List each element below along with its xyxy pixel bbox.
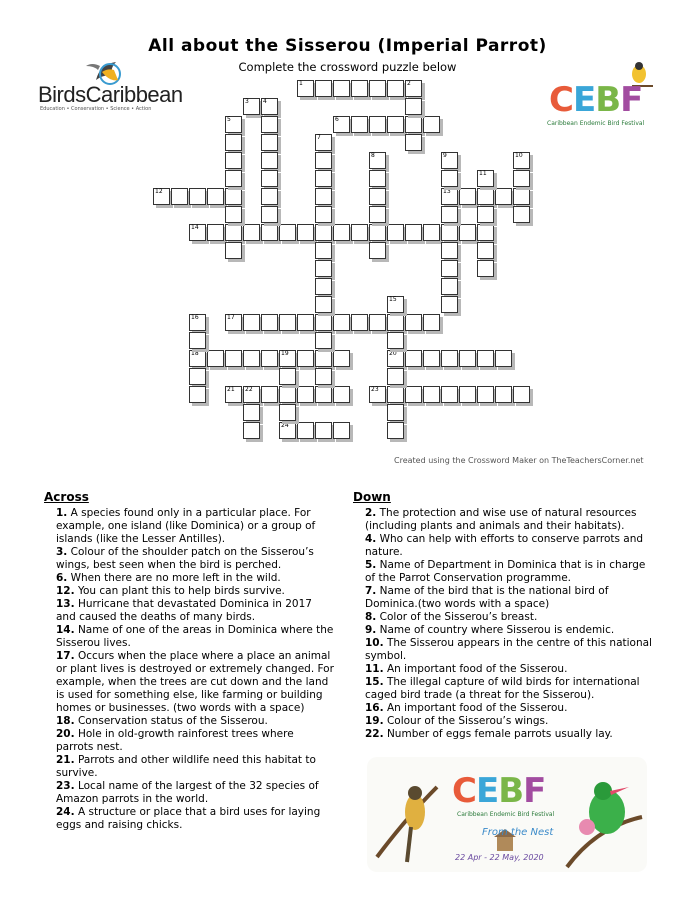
crossword-cell[interactable] <box>387 368 404 385</box>
cebf-letter-b: B <box>595 80 621 120</box>
promo-letter-f: F <box>523 771 546 811</box>
clue-number: 22. <box>365 728 384 740</box>
crossword-cell[interactable] <box>243 404 260 421</box>
crossword-cell[interactable] <box>315 224 332 241</box>
across-clue <box>56 715 334 728</box>
down-clue <box>365 611 653 624</box>
crossword-cell[interactable] <box>387 80 404 97</box>
crossword-cell[interactable] <box>315 260 332 277</box>
clue-number: 17. <box>56 650 75 662</box>
clue-number: 15. <box>365 676 384 688</box>
clue-number: 1. <box>56 507 68 519</box>
crossword-cell[interactable] <box>495 350 512 367</box>
crossword-cell[interactable] <box>369 206 386 223</box>
crossword-cell[interactable] <box>351 80 368 97</box>
crossword-cell[interactable] <box>477 170 494 187</box>
clue-text: Hurricane that devastated Dominica in 2017 and caused the deaths of many birds. <box>56 598 312 623</box>
crossword-cell[interactable] <box>279 350 296 367</box>
clue-number: 5. <box>365 559 377 571</box>
crossword-cell[interactable] <box>369 224 386 241</box>
clue-number: 24. <box>56 806 75 818</box>
crossword-cell[interactable] <box>315 134 332 151</box>
crossword-cell[interactable] <box>315 188 332 205</box>
down-clue <box>365 533 653 559</box>
down-clue <box>365 663 653 676</box>
clue-text: Name of the bird that is the national bird of Dominica.(two words with a space) <box>365 585 609 610</box>
crossword-cell[interactable] <box>405 134 422 151</box>
crossword-cell[interactable] <box>225 134 242 151</box>
cell-number: 17 <box>227 314 235 321</box>
clue-number: 6. <box>56 572 68 584</box>
crossword-cell[interactable] <box>423 350 440 367</box>
crossword-cell[interactable] <box>333 116 350 133</box>
cell-number: 20 <box>389 350 397 357</box>
promo-letter-c: C <box>452 771 476 811</box>
cell-number: 11 <box>479 170 487 177</box>
crossword-cell[interactable] <box>261 314 278 331</box>
cell-number: 24 <box>281 422 289 429</box>
down-clue <box>365 676 653 702</box>
crossword-cell[interactable] <box>243 314 260 331</box>
crossword-cell[interactable] <box>333 314 350 331</box>
crossword-cell[interactable] <box>441 296 458 313</box>
across-heading: Across <box>44 490 89 504</box>
crossword-cell[interactable] <box>513 386 530 403</box>
crossword-cell[interactable] <box>441 242 458 259</box>
clue-text: A structure or place that a bird uses for laying eggs and raising chicks. <box>56 806 321 831</box>
crossword-cell[interactable] <box>261 224 278 241</box>
clue-number: 19. <box>365 715 384 727</box>
cebf-subtitle: Caribbean Endemic Bird Festival <box>547 120 645 127</box>
crossword-cell[interactable] <box>477 260 494 277</box>
crossword-cell[interactable] <box>243 386 260 403</box>
cell-number: 10 <box>515 152 523 159</box>
crossword-cell[interactable] <box>513 170 530 187</box>
crossword-cell[interactable] <box>477 188 494 205</box>
down-clue <box>365 585 653 611</box>
promo-letter-b: B <box>498 771 524 811</box>
cell-number: 9 <box>443 152 447 159</box>
clue-text: Colour of the shoulder patch on the Sisserou’s wings, best seen when the bird is perched. <box>56 546 314 571</box>
down-clue <box>365 559 653 585</box>
clue-text: You can plant this to help birds survive. <box>77 585 285 597</box>
page-title: All about the Sisserou (Imperial Parrot) <box>148 36 547 56</box>
crossword-cell[interactable] <box>225 314 242 331</box>
crossword-cell[interactable] <box>369 314 386 331</box>
crossword-cell[interactable] <box>297 80 314 97</box>
crossword-cell[interactable] <box>279 422 296 439</box>
crossword-cell[interactable] <box>459 224 476 241</box>
crossword-cell[interactable] <box>441 386 458 403</box>
down-list <box>353 507 653 741</box>
crossword-cell[interactable] <box>315 242 332 259</box>
crossword-cell[interactable] <box>315 386 332 403</box>
clue-text: Parrots and other wildlife need this habitat to survive. <box>56 754 316 779</box>
cell-number: 14 <box>191 224 199 231</box>
crossword-cell[interactable] <box>243 350 260 367</box>
crossword-cell[interactable] <box>387 296 404 313</box>
crossword-cell[interactable] <box>189 188 206 205</box>
cell-number: 15 <box>389 296 397 303</box>
crossword-cell[interactable] <box>387 422 404 439</box>
clue-number: 13. <box>56 598 75 610</box>
clue-text: The protection and wise use of natural resources (including plants and animals and their habitats). <box>365 507 637 532</box>
cell-number: 7 <box>317 134 321 141</box>
promo-letter-e: E <box>475 771 499 811</box>
crossword-cell[interactable] <box>369 386 386 403</box>
down-clue <box>365 715 653 728</box>
crossword-cell[interactable] <box>315 80 332 97</box>
crossword-cell[interactable] <box>153 188 170 205</box>
down-clue <box>365 702 653 715</box>
credit-line: Created using the Crossword Maker on TheTeachersCorner.net <box>394 456 644 465</box>
cebf-letter-c: C <box>549 80 573 120</box>
clue-text: Conservation status of the Sisserou. <box>77 715 268 727</box>
clue-text: Hole in old-growth rainforest trees where parrots nest. <box>56 728 294 753</box>
across-clue <box>56 624 334 650</box>
crossword-cell[interactable] <box>387 314 404 331</box>
cell-number: 3 <box>245 98 249 105</box>
crossword-cell[interactable] <box>189 224 206 241</box>
crossword-cell[interactable] <box>261 350 278 367</box>
crossword-cell[interactable] <box>405 116 422 133</box>
crossword-cell[interactable] <box>207 188 224 205</box>
crossword-cell[interactable] <box>225 242 242 259</box>
birds-caribbean-tagline: Education • Conservation • Science • Action <box>40 106 152 112</box>
crossword-cell[interactable] <box>315 296 332 313</box>
crossword-cell[interactable] <box>513 152 530 169</box>
across-clue <box>56 598 334 624</box>
crossword-cell[interactable] <box>315 422 332 439</box>
crossword-cell[interactable] <box>297 386 314 403</box>
crossword-cell[interactable] <box>405 386 422 403</box>
down-clue <box>365 637 653 663</box>
crossword-cell[interactable] <box>387 386 404 403</box>
crossword-cell[interactable] <box>225 152 242 169</box>
crossword-cell[interactable] <box>513 206 530 223</box>
crossword-cell[interactable] <box>387 116 404 133</box>
across-clue <box>56 754 334 780</box>
crossword-cell[interactable] <box>495 188 512 205</box>
crossword-cell[interactable] <box>189 386 206 403</box>
crossword-cell[interactable] <box>333 80 350 97</box>
crossword-cell[interactable] <box>225 206 242 223</box>
crossword-cell[interactable] <box>243 224 260 241</box>
crossword-cell[interactable] <box>423 386 440 403</box>
clue-number: 4. <box>365 533 377 545</box>
crossword-cell[interactable] <box>387 350 404 367</box>
crossword-cell[interactable] <box>279 368 296 385</box>
down-clue <box>365 728 653 741</box>
clue-number: 18. <box>56 715 75 727</box>
cell-number: 16 <box>191 314 199 321</box>
promo-letters <box>452 771 545 811</box>
crossword-cell[interactable] <box>243 422 260 439</box>
crossword-cell[interactable] <box>405 314 422 331</box>
across-clue <box>56 507 334 546</box>
cebf-letter-e: E <box>572 80 596 120</box>
crossword-cell[interactable] <box>441 350 458 367</box>
clue-text: When there are no more left in the wild. <box>70 572 281 584</box>
across-clue <box>56 780 334 806</box>
crossword-cell[interactable] <box>207 224 224 241</box>
crossword-cell[interactable] <box>351 224 368 241</box>
crossword-cell[interactable] <box>297 422 314 439</box>
clue-number: 8. <box>365 611 377 623</box>
crossword-cell[interactable] <box>477 386 494 403</box>
crossword-cell[interactable] <box>189 350 206 367</box>
clue-number: 7. <box>365 585 377 597</box>
crossword-cell[interactable] <box>315 332 332 349</box>
crossword-cell[interactable] <box>369 188 386 205</box>
crossword-cell[interactable] <box>387 404 404 421</box>
clue-text: Local name of the largest of the 32 species of Amazon parrots in the world. <box>56 780 319 805</box>
crossword-cell[interactable] <box>405 224 422 241</box>
crossword-cell[interactable] <box>441 170 458 187</box>
down-clue <box>365 624 653 637</box>
cell-number: 18 <box>191 350 199 357</box>
across-clues <box>44 490 334 832</box>
crossword-cell[interactable] <box>279 314 296 331</box>
birds-caribbean-name: BirdsCaribbean <box>38 82 183 107</box>
crossword-cell[interactable] <box>261 206 278 223</box>
crossword-cell[interactable] <box>513 188 530 205</box>
clue-number: 3. <box>56 546 68 558</box>
cell-number: 8 <box>371 152 375 159</box>
crossword-cell[interactable] <box>441 224 458 241</box>
crossword-cell[interactable] <box>441 206 458 223</box>
clue-number: 20. <box>56 728 75 740</box>
cell-number: 23 <box>371 386 379 393</box>
crossword-cell[interactable] <box>441 278 458 295</box>
clue-number: 10. <box>365 637 384 649</box>
crossword-cell[interactable] <box>171 188 188 205</box>
across-clue <box>56 728 334 754</box>
promo-dates: 22 Apr - 22 May, 2020 <box>455 853 544 862</box>
cell-number: 21 <box>227 386 235 393</box>
clue-text: Who can help with efforts to conserve parrots and nature. <box>365 533 644 558</box>
down-clue <box>365 507 653 533</box>
cebf-promo-image <box>367 757 647 872</box>
crossword-cell[interactable] <box>261 188 278 205</box>
crossword-cell[interactable] <box>297 350 314 367</box>
clue-text: Name of Department in Dominica that is in charge of the Parrot Conservation programme. <box>365 559 646 584</box>
crossword-cell[interactable] <box>297 224 314 241</box>
clue-number: 14. <box>56 624 75 636</box>
clue-text: The Sisserou appears in the centre of this national symbol. <box>365 637 652 662</box>
cell-number: 2 <box>407 80 411 87</box>
cell-number: 1 <box>299 80 303 87</box>
clue-text: A species found only in a particular place. For example, one island (like Dominica) or a group of islands (like the Lesser Antilles). <box>56 507 316 545</box>
crossword-cell[interactable] <box>297 314 314 331</box>
crossword-cell[interactable] <box>315 170 332 187</box>
crossword-cell[interactable] <box>279 404 296 421</box>
page-subtitle: Complete the crossword puzzle below <box>238 60 457 74</box>
clue-text: Number of eggs female parrots usually lay. <box>386 728 613 740</box>
crossword-cell[interactable] <box>459 386 476 403</box>
cell-number: 6 <box>335 116 339 123</box>
cell-number: 13 <box>443 188 451 195</box>
crossword-cell[interactable] <box>225 188 242 205</box>
crossword-cell[interactable] <box>315 314 332 331</box>
cell-number: 19 <box>281 350 289 357</box>
crossword-cell[interactable] <box>477 224 494 241</box>
clue-text: Colour of the Sisserou’s wings. <box>386 715 549 727</box>
clue-text: An important food of the Sisserou. <box>386 702 568 714</box>
crossword-cell[interactable] <box>225 386 242 403</box>
clue-number: 9. <box>365 624 377 636</box>
crossword-cell[interactable] <box>243 98 260 115</box>
crossword-cell[interactable] <box>261 116 278 133</box>
cell-number: 4 <box>263 98 267 105</box>
clue-number: 12. <box>56 585 75 597</box>
cell-number: 12 <box>155 188 163 195</box>
clue-number: 23. <box>56 780 75 792</box>
clue-text: Name of country where Sisserou is endemic. <box>379 624 615 636</box>
crossword-cell[interactable] <box>405 80 422 97</box>
across-clue <box>56 572 334 585</box>
crossword-cell[interactable] <box>189 332 206 349</box>
crossword-cell[interactable] <box>369 242 386 259</box>
crossword-cell[interactable] <box>315 206 332 223</box>
crossword-cell[interactable] <box>225 350 242 367</box>
crossword-cell[interactable] <box>261 386 278 403</box>
clue-text: Color of the Sisserou’s breast. <box>379 611 538 623</box>
crossword-cell[interactable] <box>315 368 332 385</box>
crossword-cell[interactable] <box>441 188 458 205</box>
down-clues <box>353 490 653 741</box>
clue-text: An important food of the Sisserou. <box>386 663 568 675</box>
down-heading: Down <box>353 490 391 504</box>
crossword-cell[interactable] <box>495 386 512 403</box>
clue-number: 11. <box>365 663 384 675</box>
clue-text: Occurs when the place where a place an animal or plant lives is destroyed or extremely changed. For example, when the trees are cut down and the land is used for something else, like farming or building homes or businesses. (two words with a space) <box>56 650 334 714</box>
crossword-cell[interactable] <box>369 80 386 97</box>
clue-number: 2. <box>365 507 377 519</box>
crossword-cell[interactable] <box>477 206 494 223</box>
crossword-cell[interactable] <box>423 116 440 133</box>
crossword-cell[interactable] <box>333 224 350 241</box>
crossword-cell[interactable] <box>315 152 332 169</box>
crossword-cell[interactable] <box>459 188 476 205</box>
crossword-cell[interactable] <box>405 98 422 115</box>
crossword-cell[interactable] <box>261 152 278 169</box>
across-clue <box>56 546 334 572</box>
crossword-cell[interactable] <box>405 350 422 367</box>
crossword-cell[interactable] <box>387 224 404 241</box>
promo-theme: From the Nest <box>482 827 554 838</box>
crossword-cell[interactable] <box>261 134 278 151</box>
clue-number: 16. <box>365 702 384 714</box>
crossword-cell[interactable] <box>423 224 440 241</box>
crossword-cell[interactable] <box>279 386 296 403</box>
crossword-cell[interactable] <box>441 152 458 169</box>
crossword-cell[interactable] <box>351 314 368 331</box>
crossword-cell[interactable] <box>369 152 386 169</box>
crossword-cell[interactable] <box>423 314 440 331</box>
crossword-cell[interactable] <box>387 332 404 349</box>
crossword-cell[interactable] <box>369 170 386 187</box>
crossword-cell[interactable] <box>441 260 458 277</box>
crossword-cell[interactable] <box>459 350 476 367</box>
crossword-cell[interactable] <box>261 98 278 115</box>
crossword-cell[interactable] <box>315 350 332 367</box>
crossword-cell[interactable] <box>333 422 350 439</box>
crossword-cell[interactable] <box>225 116 242 133</box>
crossword-cell[interactable] <box>369 116 386 133</box>
across-list <box>44 507 334 832</box>
across-clue <box>56 650 334 715</box>
crossword-cell[interactable] <box>351 116 368 133</box>
crossword-cell[interactable] <box>225 170 242 187</box>
crossword-cell[interactable] <box>333 350 350 367</box>
cell-number: 5 <box>227 116 231 123</box>
clue-text: The illegal capture of wild birds for international caged bird trade (a threat for the Sisserou). <box>365 676 640 701</box>
crossword-cell[interactable] <box>261 170 278 187</box>
cebf-letter-f: F <box>620 80 643 120</box>
crossword-cell[interactable] <box>279 224 296 241</box>
promo-subtitle: Caribbean Endemic Bird Festival <box>457 811 555 818</box>
crossword-cell[interactable] <box>315 278 332 295</box>
clue-text: Name of one of the areas in Dominica where the Sisserou lives. <box>56 624 334 649</box>
crossword-cell[interactable] <box>477 350 494 367</box>
clue-number: 21. <box>56 754 75 766</box>
across-clue <box>56 585 334 598</box>
crossword-cell[interactable] <box>477 242 494 259</box>
crossword-cell[interactable] <box>189 368 206 385</box>
crossword-cell[interactable] <box>189 314 206 331</box>
crossword-cell[interactable] <box>207 350 224 367</box>
crossword-cell[interactable] <box>225 224 242 241</box>
crossword-cell[interactable] <box>333 386 350 403</box>
cell-number: 22 <box>245 386 253 393</box>
across-clue <box>56 806 334 832</box>
